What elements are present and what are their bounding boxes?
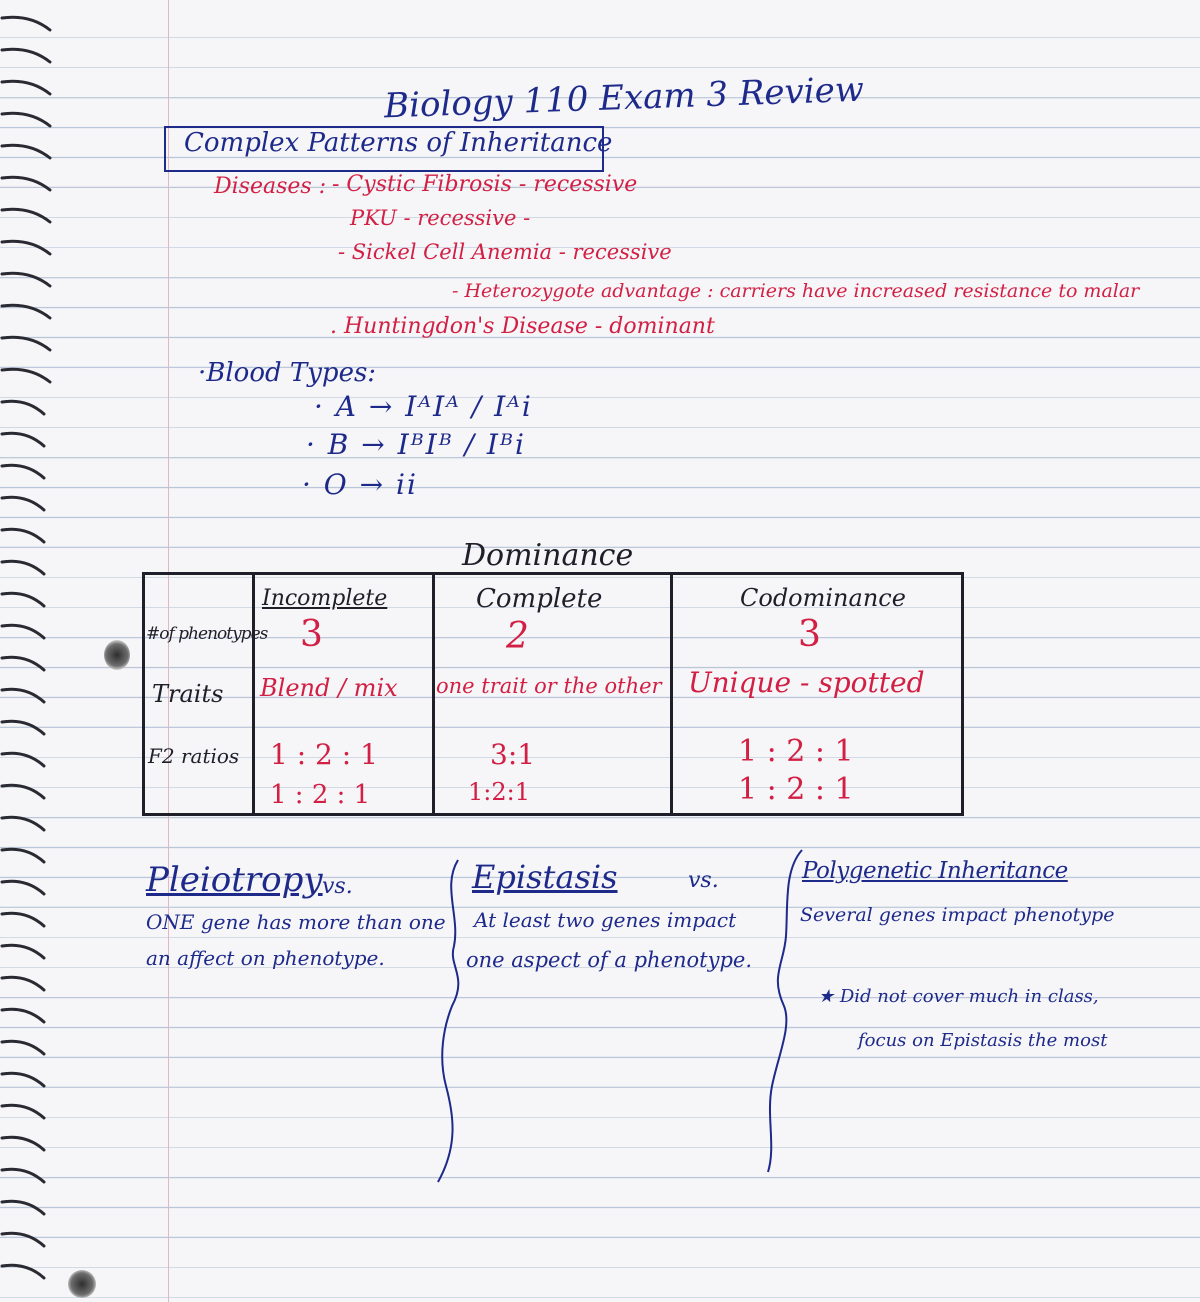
- dominance-title: Dominance: [462, 538, 634, 573]
- spiral-coil: [2, 81, 50, 94]
- disease-item: . Huntingdon's Disease - dominant: [330, 314, 715, 339]
- spiral-coil: [2, 945, 44, 958]
- polygenetic-note: ★ Did not cover much in class,: [818, 986, 1099, 1007]
- spiral-coil: [2, 817, 44, 830]
- spiral-coil: [2, 753, 44, 766]
- spiral-coil: [2, 1009, 44, 1022]
- spiral-coil: [2, 273, 50, 286]
- epistasis-text: At least two genes impact: [474, 908, 737, 932]
- table-cell: 3: [300, 614, 323, 655]
- spiral-coil: [2, 913, 44, 926]
- table-cell: 1 : 2 : 1: [270, 780, 371, 810]
- spiral-coil: [2, 401, 44, 414]
- disease-item: - Cystic Fibrosis - recessive: [332, 172, 638, 197]
- table-cell: 1 : 2 : 1: [738, 772, 854, 807]
- spiral-coil: [2, 1233, 44, 1246]
- spiral-binding: [0, 0, 60, 1302]
- spiral-coil: [2, 145, 50, 158]
- spiral-coil: [2, 241, 50, 254]
- spiral-coil: [2, 561, 44, 574]
- epistasis-heading: Epistasis: [472, 858, 618, 896]
- spiral-coil: [2, 1105, 44, 1118]
- spiral-coil: [2, 1041, 44, 1054]
- table-cell: Unique - spotted: [688, 666, 925, 699]
- table-cell: one trait or the other: [436, 674, 662, 698]
- row-label: Traits: [152, 680, 224, 708]
- diseases-label: Diseases :: [214, 174, 327, 199]
- punch-hole-bottom: [68, 1270, 96, 1298]
- table-divider: [670, 574, 673, 814]
- spiral-coil: [2, 689, 44, 702]
- spiral-coil: [2, 369, 50, 382]
- disease-subitem: - Heterozygote advantage : carriers have increased resistance to malar: [452, 280, 1140, 302]
- spiral-coil: [2, 785, 44, 798]
- spiral-coil: [2, 657, 44, 670]
- blood-types-label: ·Blood Types:: [198, 358, 377, 388]
- column-header: Incomplete: [262, 586, 388, 611]
- pleiotropy-text: an affect on phenotype.: [146, 946, 385, 970]
- spiral-coil: [2, 529, 44, 542]
- pleiotropy-text: ONE gene has more than one: [146, 910, 446, 934]
- row-label: F2 ratios: [148, 744, 240, 768]
- spiral-coil: [2, 433, 44, 446]
- column-header: Complete: [476, 584, 603, 614]
- column-header: Codominance: [740, 584, 906, 612]
- table-divider: [252, 574, 255, 816]
- polygenetic-text: Several genes impact phenotype: [800, 904, 1115, 926]
- spiral-coil: [2, 881, 44, 894]
- disease-item: - Sickel Cell Anemia - recessive: [338, 240, 672, 264]
- table-cell: 1:2:1: [468, 778, 530, 806]
- blood-type-line: · B → IᴮIᴮ / Iᴮi: [306, 428, 526, 461]
- row-label: #of phenotypes: [146, 624, 268, 644]
- table-divider: [432, 574, 435, 814]
- table-cell: 1 : 2 : 1: [738, 734, 854, 769]
- spiral-coil: [2, 849, 44, 862]
- section-heading: Complex Patterns of Inheritance: [184, 128, 613, 158]
- spiral-coil: [2, 625, 44, 638]
- spiral-coil: [2, 209, 50, 222]
- spiral-coil: [2, 1265, 44, 1278]
- vs-label: vs.: [322, 874, 353, 899]
- spiral-coil: [2, 1169, 44, 1182]
- spiral-coil: [2, 1137, 44, 1150]
- spiral-coil: [2, 1201, 44, 1214]
- spiral-coil: [2, 721, 44, 734]
- blood-type-line: · A → IᴬIᴬ / Iᴬi: [314, 390, 533, 423]
- spiral-coil: [2, 337, 50, 350]
- table-cell: 1 : 2 : 1: [270, 738, 378, 771]
- spiral-coil: [2, 177, 50, 190]
- polygenetic-heading: Polygenetic Inheritance: [802, 858, 1068, 884]
- spiral-coil: [2, 1073, 44, 1086]
- polygenetic-note: focus on Epistasis the most: [858, 1030, 1108, 1051]
- table-cell: 3:1: [490, 738, 536, 771]
- page-title: Biology 110 Exam 3 Review: [383, 69, 865, 127]
- blood-type-line: · O → ii: [302, 468, 418, 501]
- table-cell: 2: [506, 616, 529, 657]
- spiral-coil: [2, 593, 44, 606]
- spiral-coil: [2, 49, 50, 62]
- spiral-coil: [2, 977, 44, 990]
- epistasis-text: one aspect of a phenotype.: [466, 948, 753, 972]
- pleiotropy-heading: Pleiotropy: [146, 860, 323, 900]
- spiral-coil: [2, 305, 50, 318]
- spiral-coil: [2, 497, 44, 510]
- spiral-coil: [2, 465, 44, 478]
- table-cell: 3: [798, 614, 821, 655]
- table-cell: Blend / mix: [260, 674, 398, 702]
- punch-hole-top: [104, 640, 130, 670]
- column-divider-brace: [418, 856, 478, 1186]
- vs-label: vs.: [688, 868, 719, 893]
- column-divider-brace: [758, 846, 818, 1176]
- spiral-coil: [2, 17, 50, 30]
- disease-item: PKU - recessive -: [350, 206, 531, 230]
- spiral-coil: [2, 113, 50, 126]
